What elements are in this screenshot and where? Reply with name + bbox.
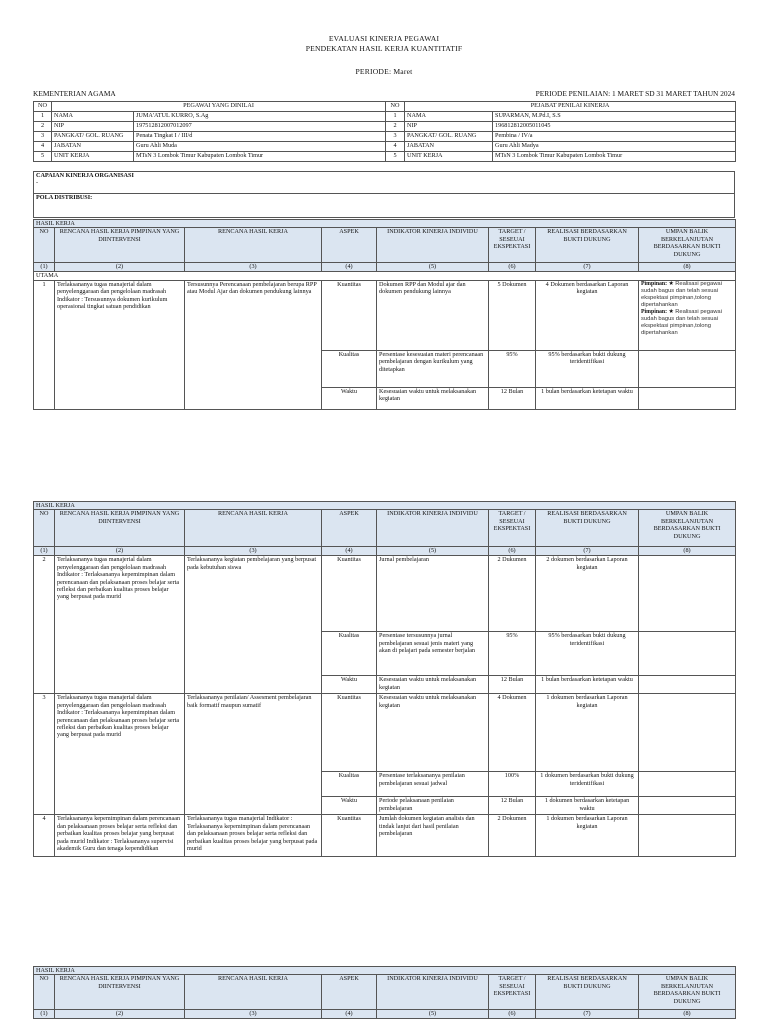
utama-label: UTAMA bbox=[34, 272, 736, 280]
feedback-cell-empty bbox=[639, 694, 736, 772]
hasil-kerja-label: HASIL KERJA bbox=[34, 967, 736, 975]
hdr-target: TARGET / SESEUAI EKSPEKTASI bbox=[489, 510, 536, 547]
row-no: 1 bbox=[34, 112, 52, 122]
hdr-rhk: RENCANA HASIL KERJA bbox=[185, 975, 322, 1010]
realisasi-cell: 1 dokumen berdasarkan bukti dukung teridentifikasi bbox=[536, 772, 639, 797]
pegawai-row bbox=[34, 152, 736, 162]
item-no: 1 bbox=[34, 280, 55, 409]
item-pimpinan: Terlaksananya kepemimpinan dalam perencanaan dan pelaksanaan proses belajar serta refleksi dan perbaikan kualitas proses belajar yang berpusat pada murid Indikator : Terlaksananya supervisi akademik Guru dan tenaga kependidikan bbox=[55, 815, 185, 857]
target-cell: 95% bbox=[489, 632, 536, 676]
realisasi-cell: 1 bulan berdasarkan ketetapan waktu bbox=[536, 676, 639, 694]
num-cell: (6) bbox=[489, 547, 536, 556]
target-cell: 12 Bulan bbox=[489, 676, 536, 694]
target-cell: 100% bbox=[489, 772, 536, 797]
num-cell: (7) bbox=[536, 263, 639, 272]
target-cell: 2 Dukumen bbox=[489, 556, 536, 632]
num-cell: (7) bbox=[536, 547, 639, 556]
feedback-cell-empty bbox=[639, 676, 736, 694]
target-cell: 12 Bulan bbox=[489, 797, 536, 815]
capaian-title: CAPAIAN KINERJA ORGANISASI bbox=[36, 172, 134, 179]
hasil-kerja-table-1 bbox=[33, 219, 736, 410]
hdr-target: TARGET / SESEUAI EKSPEKTASI bbox=[489, 228, 536, 263]
feedback-label: Pimpinan: bbox=[641, 308, 668, 315]
indikator-cell: Dokumen RPP dan Modul ajar dan dokumen pendukung lainnya bbox=[377, 280, 489, 350]
aspek-cell: Kuantitas bbox=[322, 556, 377, 632]
aspek-cell: Kualitas bbox=[322, 632, 377, 676]
pegawai-row bbox=[34, 112, 736, 122]
row-no: 2 bbox=[34, 122, 52, 132]
pola-title: POLA DISTRIBUSI: bbox=[36, 194, 93, 201]
realisasi-cell: 1 dokumen berdasarkan Laporan kegiatan bbox=[536, 815, 639, 857]
indikator-cell: Persentase terlaksananya penilaian pembelajaran sesuai jadwal bbox=[377, 772, 489, 797]
row-value: Penata Tingkat I / III/d bbox=[134, 132, 386, 142]
aspek-cell: Waktu bbox=[322, 676, 377, 694]
row-label-2: PANGKAT/ GOL. RUANG bbox=[405, 132, 493, 142]
row-label: PANGKAT/ GOL. RUANG bbox=[52, 132, 134, 142]
item-no: 2 bbox=[34, 556, 55, 694]
feedback-cell-empty bbox=[639, 632, 736, 676]
hdr-aspek: ASPEK bbox=[322, 228, 377, 263]
indikator-cell: Kesesuaian waktu untuk melaksanakan kegiatan bbox=[377, 676, 489, 694]
item-rhk: Terlaksananya kegiatan pembelajaran yang berpusat pada kebutuhan siswa bbox=[185, 556, 322, 694]
indikator-cell: Persentase kesesuaian materi perencanaan pembelajaran dengan kurikulum yang ditetapkan bbox=[377, 350, 489, 387]
hdr-indikator: INDIKATOR KINERJA INDIVIDU bbox=[377, 510, 489, 547]
row-no-2: 3 bbox=[386, 132, 405, 142]
pegawai-table bbox=[33, 101, 736, 162]
num-cell: (7) bbox=[536, 1010, 639, 1019]
feedback-cell-empty bbox=[639, 556, 736, 632]
feedback-cell-empty bbox=[639, 387, 736, 409]
hasil-kerja-table-2 bbox=[33, 501, 736, 857]
hdr-realisasi: REALISASI BERDASARKAN BUKTI DUKUNG bbox=[536, 510, 639, 547]
hk-header-row bbox=[34, 975, 736, 1010]
org-name: KEMENTERIAN AGAMA bbox=[33, 89, 116, 98]
aspek-cell: Kualitas bbox=[322, 772, 377, 797]
indikator-cell: Jumlah dokumen kegiatan analisis dan tindak lanjut dari hasil penilaian pembelajaran bbox=[377, 815, 489, 857]
feedback-text: Realisasi pegawai sudah bagus dan telah sesuai ekspektasi pimpinan,tolong dipertahankan bbox=[641, 308, 722, 336]
capaian-cell bbox=[34, 172, 735, 194]
no-header-2: NO bbox=[386, 102, 405, 112]
pegawai-row bbox=[34, 132, 736, 142]
feedback-label: Pimpinan: bbox=[641, 280, 668, 287]
periode-penilaian: PERIODE PENILAIAN: 1 MARET SD 31 MARET TAHUN 2024 bbox=[535, 89, 735, 98]
capaian-value: - bbox=[36, 179, 39, 187]
pegawai-row bbox=[34, 142, 736, 152]
pegawai-header: PEGAWAI YANG DINILAI bbox=[52, 102, 386, 112]
doc-periode: PERIODE: Maret bbox=[355, 67, 413, 76]
num-cell: (2) bbox=[55, 263, 185, 272]
hdr-no: NO bbox=[34, 510, 55, 547]
hdr-rhk-pimpinan: RENCANA HASIL KERJA PIMPINAN YANG DIINTERVENSI bbox=[55, 510, 185, 547]
aspek-cell: Kuantitas bbox=[322, 280, 377, 350]
row-label: JABATAN bbox=[52, 142, 134, 152]
capaian-row bbox=[34, 172, 735, 194]
item-rhk: Tersusunnya Perencanaan pembelajaran berupa RPP atau Modul Ajar dan dokumen pendukung lainnya bbox=[185, 280, 322, 409]
hdr-no: NO bbox=[34, 975, 55, 1010]
num-cell: (5) bbox=[377, 1010, 489, 1019]
hk-num-row bbox=[34, 1010, 736, 1019]
row-no-2: 1 bbox=[386, 112, 405, 122]
row-value: 197512812007012097 bbox=[134, 122, 386, 132]
feedback-cell bbox=[639, 280, 736, 350]
hk-row bbox=[34, 280, 736, 350]
num-cell: (4) bbox=[322, 263, 377, 272]
hdr-umpan: UMPAN BALIK BERKELANJUTAN BERDASARKAN BUKTI DUKUNG bbox=[639, 510, 736, 547]
hk-row bbox=[34, 815, 736, 857]
pegawai-header-row bbox=[34, 102, 736, 112]
star-icon: ★ bbox=[668, 308, 674, 315]
hdr-rhk: RENCANA HASIL KERJA bbox=[185, 228, 322, 263]
realisasi-cell: 1 dokumen berdasarkan Laporan kegiatan bbox=[536, 694, 639, 772]
num-cell: (1) bbox=[34, 547, 55, 556]
item-pimpinan: Terlaksananya tugas manajerial dalam penyelenggaraan dan pengelolaan madrasah Indikator : Terlaksananya kepemimpinan dalam perencanaan dan pelaksanaan proses belajar serta refleksi dan perbaikan kualitas proses belajar yang berpusat pada murid bbox=[55, 556, 185, 694]
hdr-rhk: RENCANA HASIL KERJA bbox=[185, 510, 322, 547]
indikator-cell: Kesesuaian waktu untuk melaksanakan kegiatan bbox=[377, 387, 489, 409]
num-cell: (8) bbox=[639, 1010, 736, 1019]
aspek-cell: Kualitas bbox=[322, 350, 377, 387]
hdr-realisasi: REALISASI BERDASARKAN BUKTI DUKUNG bbox=[536, 975, 639, 1010]
num-cell: (8) bbox=[639, 263, 736, 272]
num-cell: (6) bbox=[489, 1010, 536, 1019]
hdr-aspek: ASPEK bbox=[322, 510, 377, 547]
realisasi-cell: 95% berdasarkan bukti dukung teridentifikasi bbox=[536, 632, 639, 676]
hk-row bbox=[34, 694, 736, 772]
row-no-2: 2 bbox=[386, 122, 405, 132]
row-label-2: UNIT KERJA bbox=[405, 152, 493, 162]
num-cell: (4) bbox=[322, 1010, 377, 1019]
hk-num-row bbox=[34, 263, 736, 272]
hdr-umpan: UMPAN BALIK BERKELANJUTAN BERDASARKAN BUKTI DUKUNG bbox=[639, 228, 736, 263]
pegawai-row bbox=[34, 122, 736, 132]
row-label: NIP bbox=[52, 122, 134, 132]
num-cell: (3) bbox=[185, 263, 322, 272]
num-cell: (2) bbox=[55, 1010, 185, 1019]
pola-row bbox=[34, 194, 735, 218]
num-cell: (3) bbox=[185, 1010, 322, 1019]
hk-header-row bbox=[34, 510, 736, 547]
feedback-cell-empty bbox=[639, 350, 736, 387]
feedback-entry bbox=[641, 309, 733, 337]
capaian-table bbox=[33, 171, 735, 218]
doc-title: EVALUASI KINERJA PEGAWAI bbox=[328, 34, 440, 43]
hasil-kerja-table-3 bbox=[33, 966, 736, 1019]
realisasi-cell: 4 Dokumen berdasarkan Laporan kegiatan bbox=[536, 280, 639, 350]
feedback-cell-empty bbox=[639, 797, 736, 815]
target-cell: 12 Bulan bbox=[489, 387, 536, 409]
indikator-cell: Periode pelaksanaan penilaian pembelajaran bbox=[377, 797, 489, 815]
target-cell: 5 Dokumen bbox=[489, 280, 536, 350]
aspek-cell: Waktu bbox=[322, 387, 377, 409]
num-cell: (5) bbox=[377, 547, 489, 556]
indikator-cell: Jurnal pembelajaran bbox=[377, 556, 489, 632]
realisasi-cell: 2 dokumen berdasarkan Laporan kegiatan bbox=[536, 556, 639, 632]
feedback-entry bbox=[641, 281, 733, 309]
item-rhk: Terlaksananya tugas manajerial Indikator : Terlaksananya kepemimpinan dalam perencanaan dan pelaksanaan proses belajar serta refleksi dan perbaikan kualitas proses belajar yang berpusat pada murid bbox=[185, 815, 322, 857]
row-no-2: 4 bbox=[386, 142, 405, 152]
hdr-rhk-pimpinan: RENCANA HASIL KERJA PIMPINAN YANG DIINTERVENSI bbox=[55, 975, 185, 1010]
hk-header-row bbox=[34, 228, 736, 263]
item-pimpinan: Terlaksananya tugas manajerial dalam penyelenggaraan dan pengelolaan madrasah Indikator : Terlaksananya kepemimpinan dalam perencanaan dan pelaksanaan proses belajar serta refleksi dan perbaikan kualitas proses belajar yang berpusat pada murid bbox=[55, 694, 185, 815]
hdr-aspek: ASPEK bbox=[322, 975, 377, 1010]
row-label-2: NIP bbox=[405, 122, 493, 132]
target-cell: 4 Dokumen bbox=[489, 694, 536, 772]
hdr-rhk-pimpinan: RENCANA HASIL KERJA PIMPINAN YANG DIINTERVENSI bbox=[55, 228, 185, 263]
target-cell: 95% bbox=[489, 350, 536, 387]
row-value-2: SUPARMAN, M.Pd.I, S.S bbox=[493, 112, 736, 122]
row-label-2: NAMA bbox=[405, 112, 493, 122]
row-value-2: Guru Ahli Madya bbox=[493, 142, 736, 152]
feedback-cell-empty bbox=[639, 815, 736, 857]
feedback-text: Realisasi pegawai sudah bagus dan telah sesuai ekspektasi pimpinan,tolong dipertahankan bbox=[641, 280, 722, 308]
item-no: 3 bbox=[34, 694, 55, 815]
star-icon: ★ bbox=[668, 280, 674, 287]
row-no: 3 bbox=[34, 132, 52, 142]
pola-cell bbox=[34, 194, 735, 218]
num-cell: (1) bbox=[34, 263, 55, 272]
hk-row bbox=[34, 556, 736, 632]
target-cell: 2 Dokumen bbox=[489, 815, 536, 857]
doc-subtitle: PENDEKATAN HASIL KERJA KUANTITATIF bbox=[305, 44, 463, 53]
hdr-umpan: UMPAN BALIK BERKELANJUTAN BERDASARKAN BUKTI DUKUNG bbox=[639, 975, 736, 1010]
hdr-target: TARGET / SESEUAI EKSPEKTASI bbox=[489, 975, 536, 1010]
num-cell: (1) bbox=[34, 1010, 55, 1019]
row-value: Guru Ahli Muda bbox=[134, 142, 386, 152]
penilai-header: PEJABAT PENILAI KINERJA bbox=[405, 102, 736, 112]
row-label: NAMA bbox=[52, 112, 134, 122]
row-no: 5 bbox=[34, 152, 52, 162]
num-cell: (6) bbox=[489, 263, 536, 272]
row-value: JUMA'ATUL KURRO, S.Ag bbox=[134, 112, 386, 122]
item-no: 4 bbox=[34, 815, 55, 857]
row-value-2: 196812812005011045 bbox=[493, 122, 736, 132]
hasil-kerja-label: HASIL KERJA bbox=[34, 502, 736, 510]
num-cell: (3) bbox=[185, 547, 322, 556]
hk-num-row bbox=[34, 547, 736, 556]
hdr-indikator: INDIKATOR KINERJA INDIVIDU bbox=[377, 975, 489, 1010]
feedback-cell-empty bbox=[639, 772, 736, 797]
no-header: NO bbox=[34, 102, 52, 112]
num-cell: (2) bbox=[55, 547, 185, 556]
aspek-cell: Kuantitas bbox=[322, 815, 377, 857]
aspek-cell: Kuantitas bbox=[322, 694, 377, 772]
indikator-cell: Persentase tersusunnya jurnal pembelajaran sesuai jenis materi yang akan di pelajari pada semester berjalan bbox=[377, 632, 489, 676]
num-cell: (5) bbox=[377, 263, 489, 272]
item-rhk: Terlaksananya penilaian/ Assesment pembelajaran baik formatif maupun sumatif bbox=[185, 694, 322, 815]
hdr-no: NO bbox=[34, 228, 55, 263]
row-no-2: 5 bbox=[386, 152, 405, 162]
row-value-2: MTsN 3 Lombok Timur Kabupaten Lombok Timur bbox=[493, 152, 736, 162]
hdr-realisasi: REALISASI BERDASARKAN BUKTI DUKUNG bbox=[536, 228, 639, 263]
realisasi-cell: 95% berdasarkan bukti dukung teridentifikasi bbox=[536, 350, 639, 387]
row-label: UNIT KERJA bbox=[52, 152, 134, 162]
realisasi-cell: 1 dokumen berdasarkan ketetapan waktu bbox=[536, 797, 639, 815]
aspek-cell: Waktu bbox=[322, 797, 377, 815]
row-no: 4 bbox=[34, 142, 52, 152]
row-label-2: JABATAN bbox=[405, 142, 493, 152]
realisasi-cell: 1 bulan berdasarkan ketetapan waktu bbox=[536, 387, 639, 409]
row-value: MTsN 3 Lombok Timur Kabupaten Lombok Timur bbox=[134, 152, 386, 162]
hasil-kerja-label: HASIL KERJA bbox=[34, 220, 736, 228]
row-value-2: Pembina / IV/a bbox=[493, 132, 736, 142]
hdr-indikator: INDIKATOR KINERJA INDIVIDU bbox=[377, 228, 489, 263]
item-pimpinan: Terlaksananya tugas manajerial dalam penyelenggaraan dan pengelolaan madrasah Indikator : Tersusunnya dokumen kurikulum operasional tingkat satuan pendidikan bbox=[55, 280, 185, 409]
num-cell: (4) bbox=[322, 547, 377, 556]
num-cell: (8) bbox=[639, 547, 736, 556]
indikator-cell: Kesesuaian waktu untuk melaksanakan kegiatan bbox=[377, 694, 489, 772]
